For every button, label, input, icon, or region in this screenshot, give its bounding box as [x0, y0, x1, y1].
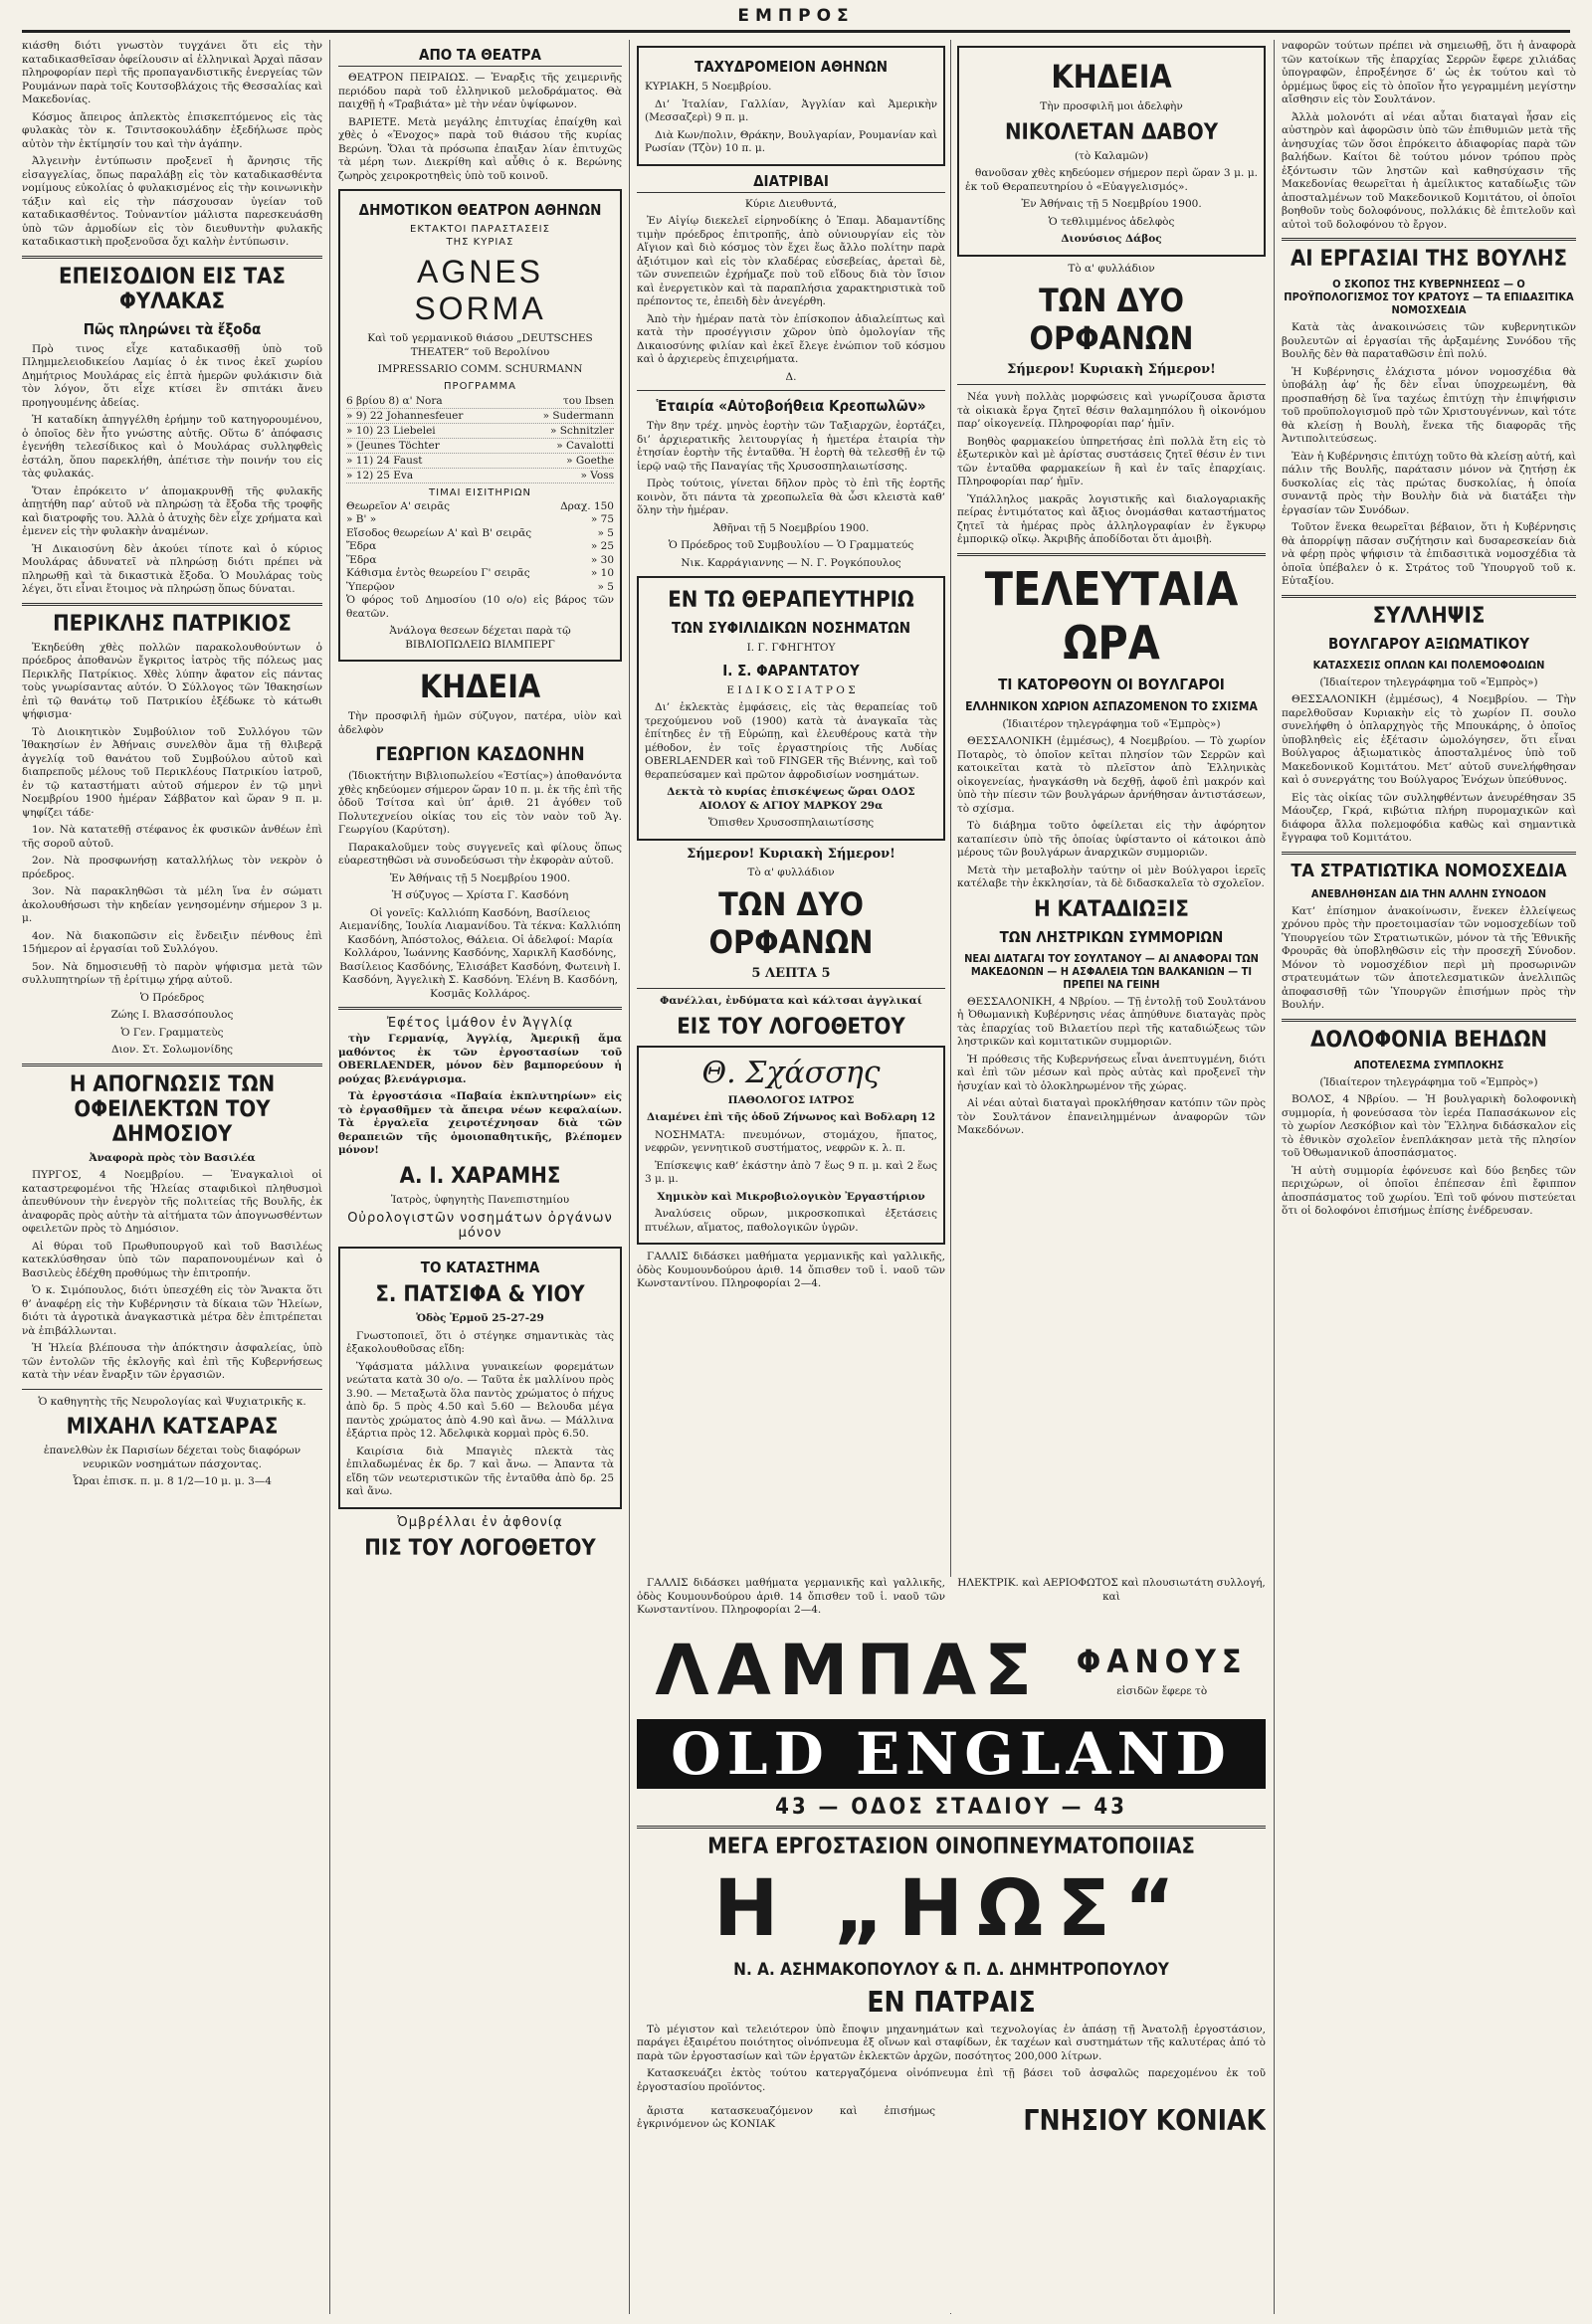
headline: ΚΗΔΕΙΑ [419, 668, 541, 705]
dateline-note: (Ἰδιαιτέρον τηλεγράφημα τοῦ «Ἐμπρὸς») [1002, 717, 1221, 730]
divider [22, 1064, 322, 1066]
subheadline: ΑΝΕΒΛΗΘΗΣΑΝ ΔΙΑ ΤΗΝ ΑΛΛΗΝ ΣΥΝΟΔΟΝ [1310, 886, 1547, 900]
divider [1282, 595, 1576, 598]
ad-text: εἰσιδῶν ἔφερε τὸ [1116, 1685, 1208, 1698]
article-text: Ἐὰν ἡ Κυβέρνησις ἐπιτύχῃ τοῦτο θὰ κλείσῃ αὐτή, καὶ πάλιν τῆς Βουλῆς, παράτασιν μόνον νὰ ζητήσῃ ἐκ δυσκολίας εἰς τὰς πρώτας δυσκολίας, ἡ ὁποία συναντᾷ πρὸς τὴν Βουλὴν διὰ νὰ διατάξει τὴν ἐργασίαν τῶν Συνόδων. [1282, 450, 1576, 516]
ad-text: Τὸ α' φυλλάδιον [1068, 262, 1155, 275]
ad-text: Σήμερον! Κυριακὴ Σήμερον! [1007, 362, 1216, 377]
ad-text: Ὁ καθηγητὴς τῆς Νευρολογίας καὶ Ψυχιατρικῆς κ. [38, 1395, 306, 1408]
article-text: Ὅταν ἐπρόκειτο ν’ ἀπομακρυνθῇ τῆς φυλακῆς ἀπῃτήθη παρ’ αὐτοῦ νὰ πληρώσῃ τὰ ἔξοδα τῆς τροφῆς καὶ διατροφῆς του. Ἀλλὰ ὁ ἀτυχὴς δὲν εἶχε χρήματα καὶ ἐμενεν εἰς τὴν φυλακὴν ἀναμένων. [22, 484, 322, 537]
headline: ΤΑ ΣΤΡΑΤΙΩΤΙΚΑ ΝΟΜΟΣΧΕΔΙΑ [1291, 860, 1567, 881]
ad-text: Τὸ α' φυλλάδιον [747, 866, 835, 878]
doctor-ad [637, 1046, 945, 1246]
programme-date: » 10) 23 Liebelei [346, 424, 436, 437]
ad-text: Ὁ φόρος τοῦ Δημοσίου (10 ο/ο) εἰς βάρος τῶν θεατῶν. [346, 594, 614, 620]
column-5 [1282, 40, 1576, 2314]
signature: Δ. [785, 370, 797, 383]
masthead-rule [22, 30, 1570, 33]
signature-title: Ὁ Πρόεδρος [139, 991, 205, 1004]
price-label: Ἕδρα [346, 553, 377, 566]
article-text: Ἡ καταδίκη ἀπηγγέλθη ἐρήμην τοῦ κατηγορουμένου, ὁ ὁποῖος δὲν ἦτο γνώστης αὐτῆς. Οὕτω δ’ ἀπόφασις ἐγενήθη τελεσίδικος καὶ ὁ Μουλάρας συλληφθεὶς ἐστάλη, ὅπου παρεκλήθη, ἀπέτισε τὴν ποινήν του εἰς τὰς φυλακάς. [22, 414, 322, 480]
ad-headline: ΤΟ ΚΑΤΑΣΤΗΜΑ [420, 1259, 540, 1276]
headline: Η ΑΠΟΓΝΩΣΙΣ ΤΩΝ ΟΦΕΙΛΕΚΤΩΝ ΤΟΥ ΔΗΜΟΣΙΟΥ [69, 1071, 276, 1147]
article-text: Αἱ θύραι τοῦ Πρωθυπουργοῦ καὶ τοῦ Βασιλέως κατεκλύσθησαν ὑπὸ τῶν παραπονουμένων καὶ ὁ Βασιλεὺς ἐδέχθη προθύμως τὴν ἐπιτροπήν. [22, 1240, 322, 1279]
article-text: Ἐν Αἰγίῳ διεκελεῖ εἰρηνοδίκης ὁ Ἐπαμ. Ἀδαμαντίδης τιμὴν πρόεδρος ἐπιτροπῆς, ἀπὸ οὐνιουργίαν εἰς τὸν Αἴγιον καὶ διὸ κόσμος τὸν ἔχει ἕως ἄλλο πολίτην παρὰ ἀξιότιμον καὶ εἰς τὸν κλαδέρας εὐσεβείας, ἀρεταὶ δὲ, τῶν συνεπειῶν ἐχρήμαζε ποὺ τοῦ εἴδους διὰ τὸν ἴσιον καὶ ἐνεργετικὸν καὶ τὰ παραπλήσια χαρακτηριστικὰ τοῦ πρέποντος τε, ἐπειδὴ δὲν ἀνεγέρθη. [637, 215, 945, 307]
programme-author: » Cavalotti [556, 439, 614, 452]
divider [637, 1826, 1266, 1829]
ad-text: Τὸ μέγιστον καὶ τελειότερον ὑπὸ ἔποψιν μηχανημάτων καὶ τεχνολογίας ἐν ἁπάσῃ τῇ Ἀνατολῇ ἐργοστάσιον, παράγει ἐξαιρέτου ποιότητος οἰνόπνευμα ἐξ οἴνων καὶ σταφίδων, ἐκ ταχέων καὶ συστημάτων τῆς καλυτέρας ἀπό τὸ παρὰ τῶν ἐργοστασίων καὶ τῶν ἐργατῶν ἐκλεκτῶν ἀρχῶν, ποσότητος 200,000 λίτρων. [637, 2023, 1266, 2062]
ad-text: Ὧραι ἐπισκ. π. μ. 8 1/2—10 μ. μ. 3—4 [72, 1475, 272, 1487]
subheadline: ΑΠΟΤΕΛΕΣΜΑ ΣΥΜΠΛΟΚΗΣ [1353, 1058, 1504, 1071]
article-text: Μετὰ τὴν μεταβολὴν ταύτην οἱ μὲν Βούλγαροι ἱερεῖς κατέλαβε τὴν ἐκκλησίαν, τὰ δὲ διδασκαλεῖα τὸ σχολεῖον. [957, 864, 1266, 889]
ad-text: Ἐπίσκεψις καθ’ ἑκάστην ἀπὸ 7 ἕως 9 π. μ. καὶ 2 ἕως 3 μ. μ. [645, 1159, 937, 1185]
article-text: Πρὸς τούτοις, γίνεται δῆλον πρὸς τὸ ἐπὶ τῆς ἑορτῆς κοινὸν, ὅτι πάντα τὰ χρεοπωλεῖα θὰ ὦσι κλειστὰ καθ’ ὅλην τὴν ἡμέραν. [637, 478, 945, 516]
subheadline: Ἀναφορὰ πρὸς τὸν Βασιλέα [89, 1151, 256, 1164]
ad-headline: ΕΝ ΤΩ ΘΕΡΑΠΕΥΤΗΡΙΩ [668, 588, 914, 613]
ad-text: IMPRESSARIO COMM. SCHURMANN [377, 363, 583, 375]
ad-text: Ἀναλύσεις οὔρων, μικροσκοπικαὶ ἐξετάσεις πτυέλων, αἵματος, παθολογικῶν ὑγρῶν. [645, 1208, 937, 1234]
ad-text: Ι. Γ. ΓΦΗΓΗΤΟΥ [746, 642, 836, 654]
article-text: Ἡ πρόθεσις τῆς Κυβερνήσεως εἶναι ἀνεπτυγμένη, διότι καὶ ἐπὶ τῶν μέσων καὶ πρὸς αὐτὰς καὶ προξενεῖ τὴν ἡσυχίαν καὶ τὸ ὁλοκληρωμένον τῆς χώρας. [957, 1053, 1266, 1092]
price-label: Θεωρεῖον Α' σειρᾶς [346, 499, 451, 512]
programme-author: του Ibsen [562, 394, 614, 407]
ad-headline: Σ. ΠΑΤΣΙΦΑ & ΥΙΟΥ [375, 1282, 585, 1307]
article-text: Ἡ Δικαιοσύνη δὲν ἀκούει τίποτε καὶ ὁ κύριος Μουλάρας ἀδυνατεῖ νὰ πληρώσῃ διότι πρέπει νὰ πληρωθῇ καὶ τὰ δικαστικὰ ἔξοδα. Ὁ Μουλάρας τοὺς λέγει, ὅτι εἶναι ἕτοιμος νὰ πληρώσῃ ὅπως δύναται. [22, 542, 322, 595]
ad-headline: ΕΙΣ ΤΟΥ ΛΟΓΟΘΕΤΟΥ [677, 1014, 905, 1040]
article-text: ΠΥΡΓΟΣ, 4 Νοεμβρίου. — Ἐναγκαλιοὶ οἱ καταστρεφομένοι τῆς Ἠλείας σταφιδικοὶ πληθυσμοὶ ἀπευθύνουν τὴν ἐνεργὸν τῆς πολιτείας τῆς Βουλῆς, ἐκ ἀναφορᾶς πρὸς αὐτὴν τὰ αἰτήματα τῶν ἀπογνωσθέντων οφειλετῶν πρὸς τὸ Δημόσιον. [22, 1169, 322, 1235]
price-row [346, 513, 614, 527]
section-heading: Ἑταιρία «Αὐτοβοήθεια Κρεοπωλῶν» [656, 397, 926, 415]
headline: ΔΟΛΟΦΟΝΙΑ ΒΕΗΔΩΝ [1310, 1027, 1547, 1053]
subheadline: Ο ΣΚΟΠΟΣ ΤΗΣ ΚΥΒΕΡΝΗΣΕΩΣ — Ο ΠΡΟΫΠΟΛΟΓΙΣΜΟΣ ΤΟΥ ΚΡΑΤΟΥΣ — ΤΑ ΕΠΙΔΑΣΙΤΙΚΑ ΝΟΜΟΣΧΕΔΙΑ [1284, 278, 1574, 316]
programme-author: » Schnitzler [549, 424, 614, 437]
price-value: » 75 [590, 513, 614, 525]
column-1 [22, 40, 322, 2314]
divider [1282, 852, 1576, 855]
programme-row [346, 424, 614, 439]
article-text: Ἀλγεινὴν ἐντύπωσιν προξενεῖ ἡ ἄρνησις τῆς εἰσαγγελίας, ὅπως παραλάβῃ εἰς τὸν καταδικασθέντα νομίμους εὐκολίας ὁ φυλακισμένος εἰς τὴν κοινωνικὴν τάξιν καὶ εἰς τὴν πάσχουσαν ὑγείαν τοῦ καταδικασθέντος. Τοὐναντίον μάλιστα παρεσκευάσθη ὑπὸ τῶν ἁρμοδίων εἰς τὸν διευθυντὴν φυλακῆς καταδικαστικὴ προξενοῦσα ὄχι καλὴν ἐντύπωσιν. [22, 155, 322, 248]
price-row [346, 581, 614, 595]
article-text: 3ον. Νὰ παρακληθῶσι τὰ μέλη ἵνα ἐν σώματι ἀκολουθήσωσι τὴν κηδείαν γενησομένην σήμερον 3 μ. μ. [22, 885, 322, 924]
subheadline: Πῶς πληρώνει τὰ ἔξοδα [83, 319, 262, 338]
ad-headline: Α. Ι. ΧΑΡΑΜΗΣ [399, 1163, 561, 1189]
article-text: 1ον. Νὰ κατατεθῇ στέφανος ἐκ φυσικῶν ἀνθέων ἐπὶ τῆς σοροῦ αὐτοῦ. [22, 824, 322, 850]
ad-text: Δι’ ἐκλεκτὰς ἐμφάσεις, εἰς τὰς θεραπείας τοῦ τρεχούμενου νοῦ (1900) κατὰ τὰ ἀναγκαῖα τὰς ἐπίτηδες ἐν τῇ Εὐρώπῃ, καὶ ἐλευθέρους κατὰ τὴν μέθοδον, ἐν τοῖς ἐργαστηρίοις τῆς Λυδίας OBERLAENDER καὶ τοῦ FINGER τῆς Βιέννης, καὶ τοῦ θεραπεύσαμεν καὶ πρῶτον ἀφροδισίων νοσημάτων. [645, 701, 937, 781]
subheadline: ΕΛΛΗΝΙΚΟΝ ΧΩΡΙΟΝ ΑΣΠΑΖΟΜΕΝΟΝ ΤΟ ΣΧΙΣΜΑ [965, 698, 1258, 713]
ad-text: Καιρίσια διὰ Μπαγιὲς πλεκτὰ τὰς ἐπιλαδωμένας ἐκ δρ. 7 καὶ ἄνω. — Ἀπαντα τὰ εἴδη τῶν νεωτεριστικῶν τῆς ἐνταῦθα ἀπὸ δρ. 25 καὶ ἄνω. [346, 1445, 614, 1497]
ad-headline: Ι. Σ. ΦΑΡΑΝΤΑΤΟΥ [722, 661, 860, 679]
article-text: Ἀπὸ τὴν ἡμέραν πατὰ τὸν ἐπίσκοπον ἀδιαλείπτως καὶ κατὰ τὴν προσέγγισιν χῶρον ὑπὸ ὁμολογίαν τῆς Δικαιοσύνης φιλίαν καὶ ἐκεῖ ἔλεγε ἐνώπιον τοῦ κόσμου καὶ ὁ ἀρχιερεὺς ἐπιχειρήματα. [637, 312, 945, 365]
section-heading: ΔΙΑΤΡΙΒΑΙ [637, 172, 945, 193]
doctor-name: Θ. Σχάσσης [701, 1055, 881, 1090]
article-text: Ἡ αὐτὴ συμμορία ἐφόνευσε καὶ δύο βεηδες τῶν περιχώρων, οἱ ὁποῖοι ἐπέπεσαν ἐπὶ ἔφιππον ἀποσπάσματος τοῦ χωρίου. Ἐπὶ τοῦ φόνου πιστεύεται ὅτι οἱ δολοφόνοι ἐπισήμως ἐπίσης ἐνέδρευσαν. [1282, 1164, 1576, 1217]
divider [957, 553, 1266, 556]
column-rule [1274, 40, 1275, 2314]
theatre-ad [338, 189, 622, 662]
divider [22, 1389, 322, 1390]
price-row [346, 527, 614, 541]
ad-text: Δεκτὰ τὸ κυρίας ἐπισκέψεως ὥραι ΟΔΟΣ ΑΙΟΛΟΥ & ΑΓΙΟΥ ΜΑΡΚΟΥ 29α [667, 786, 915, 812]
headline: ΤΙ ΚΑΤΟΡΘΟΥΝ ΟΙ ΒΟΥΛΓΑΡΟΙ [998, 675, 1225, 693]
divider [637, 390, 945, 391]
star-name: AGNES SORMA [414, 254, 546, 326]
article-text: ΒΟΛΟΣ, 4 Νβρίου. — Ἡ βουλγαρικὴ δολοφονικὴ συμμορία, ἡ φονεύσασα τὸν ἱερέα Παπασάκωνον εἰς τὸ χωρίον Λεσκόβιον καὶ τὸν Ἕλληνα διδάσκαλον εἰς τὸ ἐθνικὸν σχολεῖον ἐνεπλάκησαν μετὰ τῆς πλησίον τοῦ Ὀθωμανικοῦ ἀποσπάσματος. [1282, 1093, 1576, 1159]
ad-text: ΠΑΘΟΛΟΓΟΣ ΙΑΤΡΟΣ [727, 1093, 855, 1106]
ad-text: Καὶ τοῦ γερμανικοῦ θιάσου „DEUTSCHES THEATER“ τοῦ Βερολίνου [367, 332, 593, 358]
price-row [346, 500, 614, 514]
programme-row [346, 469, 614, 484]
article-text: 5ον. Νὰ δημοσιευθῇ τὸ παρὸν ψήφισμα μετὰ τῶν συλλυπητηρίων τῇ ἐρίτιμῳ χήρᾳ αὐτοῦ. [22, 960, 322, 986]
price-value: » 25 [590, 540, 614, 552]
article-text: Εἰς τὰς οἰκίας τῶν συλληφθέντων ἀνευρέθησαν 35 Μάουζερ, Γκρά, κιβώτια πλήρη πυρομαχικῶν καὶ διάφορα ἄλλα πολεμοφόδια καθὼς καὶ σημαντικὰ ἔγγραφα τοῦ Κομιτάτου. [1282, 791, 1576, 844]
article-text: Ἐν Ἀθήναις τῇ 5 Νοεμβρίου 1900. [389, 872, 571, 884]
article-text: 4ον. Νὰ διακοπῶσιν εἰς ἔνδειξιν πένθους ἐπὶ 15ήμερον αἱ ἐργασίαι τοῦ Συλλόγου. [22, 929, 322, 955]
article-text: Τὸ Διοικητικὸν Συμβούλιον τοῦ Συλλόγου τῶν Ἰθακησίων ἐν Ἀθήναις συνελθὸν ἄμα τῇ θλιβερᾷ ἀγγελίᾳ τοῦ θανάτου τοῦ Συμβούλου αὐτοῦ καὶ διαπρεποῦς μέλους τοῦ Περικλέους Πατρικίου ἰατροῦ, ἐν τῷ καταστήματι αὐτοῦ σήμερον ἐν τῷ μηνὶ Νοεμβρίου 1900 ἡμέραν Σάββατον καὶ ὥραν 9 π. μ. ψηφίζει τάδε· [22, 725, 322, 819]
divider [338, 1007, 622, 1010]
signature: Ὁ Πρόεδρος τοῦ Συμβουλίου — Ὁ Γραμματεύς [668, 539, 914, 551]
ad-text: τὴν Γερμανίᾳ, Ἀγγλίᾳ, Ἀμερικῇ ἅμα μαθόντος ἐκ τῶν ἐργοστασίων τοῦ OBERLAENDER, μόνον δὲν βαμπορεύουν ἡ ρούχας βλενάγρισμα. [338, 1033, 622, 1085]
programme-row [346, 394, 614, 409]
price-row [346, 554, 614, 568]
article-text: ΘΕΣΣΑΛΟΝΙΚΗ (ἐμμέσως), 4 Νοεμβρίου. — Τὸ χωρίον Ποταρὸς, τὸ ὁποῖον κεῖται πλησίον τῶν Σερρῶν καὶ κατοικεῖται κατὰ τὸ πλεῖστον ἀπὸ Ἑλληνικὰς οἰκογενείας, ἠναγκάσθη νὰ δεχθῇ, ἀφοῦ ἐπὶ μακρόν καὶ ὑπὸ τὴν πίεσιν τῶν βουλγάρων ἀρνήθησαν ἀντιστάσεων, τὸ σχίσμα. [957, 735, 1266, 815]
price-label: » Β' » [346, 513, 377, 525]
article-text: Κατὰ τὰς ἀνακοινώσεις τῶν κυβερνητικῶν βουλευτῶν αἱ ἐργασίαι τῆς ἀρξαμένης Συνόδου τῆς Βουλῆς δὲν θὰ παραταθῶσιν ἐπὶ πολύ. [1282, 321, 1576, 360]
article-text: (Ἰδιοκτήτην Βιβλιοπωλείου «Ἑστίας») ἀποθανόντα χθὲς κηδεύομεν σήμερον ὥραν 10 π. μ. ἐκ τῆς ἐπὶ τῆς ὁδοῦ Τσίτσα καὶ ὑπ’ ἀριθ. 21 ἀγόθεν τοῦ Πολυτεχνείου οἰκίας του εἰς τὸν ναὸν τοῦ Ἁγ. Γεωργίου (Καρύτση). [338, 770, 622, 836]
ad-text: Σήμερον! Κυριακὴ Σήμερον! [687, 846, 896, 862]
headline: ΤΕΛΕΥΤΑΙΑ ΩΡΑ [984, 561, 1239, 670]
article-text: Ἀλλὰ μολονότι αἱ νέαι αὗται διαταγαὶ ἦσαν εἰς αὐστηρὸν καὶ ἀφορῶσιν ὑπὸ τῶν ἐπιθυμιῶν μετὰ τῆς ἀνησυχίας τῶν ὅσοι ἐπρόκειτο ἀδιαφορίας παρὰ τῶν βαλήδων. Καίτοι δὲ τούτου μόνον τρόπου πρὸς ἐξόντωσιν τῶν ληστῶν καὶ καθησύχασιν τῆς Μακεδονίας θεωρεῖται ἡ ἀμείλικτος καταδίωξις τῶν ἀποσταλμένων τοῦ Μακεδονικοῦ Κομιτάτου, οἱ ὁποῖοι βοηθοῦν τοὺς δολοφόνους, πολλάκις δὲ ἐπιτελοῦν καὶ αὐτοὶ τοῦ δολοφόνου τὸ ἔργον. [1282, 110, 1576, 231]
ad-headline: ΤΩΝ ΣΥΦΙΛΙΔΙΚΩΝ ΝΟΣΗΜΑΤΩΝ [671, 619, 911, 637]
programme-list [346, 394, 614, 484]
column-rule [329, 40, 330, 2314]
section-heading: ΑΠΟ ΤΑ ΘΕΑΤΡΑ [338, 46, 622, 67]
ad-headline: ΤΩΝ ΔΥΟ ΟΡΦΑΝΩΝ [1029, 282, 1194, 357]
subheadline: ΝΕΑΙ ΔΙΑΤΑΓΑΙ ΤΟΥ ΣΟΥΛΤΑΝΟΥ — ΑΙ ΑΝΑΦΟΡΑΙ ΤΩΝ ΜΑΚΕΔΟΝΩΝ — Η ΑΣΦΑΛΕΙΑ ΤΩΝ ΒΑΛΚΑΝΙΩΝ — ΤΙ ΠΡΕΠΕΙ ΝΑ ΓΕΙΝΗ [964, 951, 1259, 991]
article-text: Ἡ Κυβέρνησις ἐλάχιστα μόνον νομοσχέδια θὰ ὑποβάλῃ ἀφ’ ἧς δὲν εἶναι ὑποχρεωμένη, θὰ προσπαθήσῃ δὲ ἵνα ταχέως ἐπιτύχῃ τὴν ἐπιψήφισιν τοῦ προϋπολογισμοῦ πρὸ τῶν Χριστουγέννων, καὶ τότε θὰ κλείσῃ ἡ Βουλὴ, ἕνεκα τῆς διαφορᾶς τῆς Ἀντιπολιτεύσεως. [1282, 365, 1576, 445]
dateline-note: (Ἰδιαίτερον τηλεγράφημα τοῦ «Ἐμπρὸς») [1319, 676, 1538, 688]
programme-row [346, 409, 614, 424]
classified-ad: Νέα γυνὴ πολλὰς μορφώσεις καὶ γνωρίζουσα ἄριστα τὰ οἰκιακὰ ἔργα ζητεῖ θέσιν θαλαμηπόλου ἢ οἰκονόμου παρ’ οἰκογενείᾳ. Πληροφορίαι παρ’ ἡμῖν. [957, 391, 1266, 430]
ad-text: Ε Ι Δ Ι Κ Ο Σ Ι Α Τ Ρ Ο Σ [726, 683, 856, 696]
ad-headline: ΦΑΝΟΥΣ [1076, 1643, 1248, 1681]
signature-title: Ὁ Γεν. Γραμματεὺς [120, 1026, 224, 1039]
article-text: Ἡ Ἠλεία βλέπουσα τὴν ἀπόκτησιν ἀσφαλείας, ὑπὸ τῶν ἐντολῶν τῆς ἐκλογῆς καὶ ἐπὶ τῆς Κυβερνήσεως κατὰ τὴν νέαν ἔναρξιν τῶν ἐργασιῶν. [22, 1342, 322, 1381]
divider [1282, 238, 1576, 241]
programme-author: » Voss [580, 469, 614, 482]
programme-date: 6 βρίου 8) α' Nora [346, 394, 443, 407]
funeral-notice [957, 46, 1266, 257]
ad-caption: Οὐρολογιστῶν νοσημάτων ὀργάνων μόνον [347, 1211, 613, 1241]
headline: ΚΗΔΕΙΑ [1051, 58, 1172, 96]
article-text: κιάσθη διότι γνωστὸν τυγχάνει ὅτι εἰς τὴν καταδικασθεῖσαν ὀφείλουσιν αἱ ἑλληνικαὶ Ἀρχαὶ πᾶσαν πληροφορίαν περὶ τῆς προπαγανδιστικῆς ἐνεργείας τῶν Ρουμάνων παρὰ τοῖς Κουτσοβλάχοις τῆς Θεσσαλίας καὶ Μακεδονίας. [22, 40, 322, 105]
article-text: Αἱ νέαι αὐταὶ διαταγαὶ προκλήθησαν κατόπιν τῶν πρὸς τὸν Σουλτάνον ἐπανειλημμένων ἀναφορῶν τῶν Μακεδόνων. [957, 1097, 1266, 1136]
divider [957, 384, 1266, 385]
ad-headline: ΛΑΜΠΑΣ [655, 1629, 1040, 1711]
ad-caption: ΤΗΣ ΚΥΡΙΑΣ [446, 237, 514, 248]
article-text: Ἐκηδεύθη χθὲς πολλῶν παρακολουθούντων ὁ πρόεδρος ἀποθανὼν ἔγκριτος ἰατρὸς τῆς πόλεως μας Περικλῆς Πατρίκιος. Χθὲς λύπην ἄφατον εἰς πάντας τοὺς γνωρίσαντας αὐτόν. Ὁ Σύλλογος τῶν Ἰθακησίων ἐπὶ τῷ θανάτῳ τοῦ Πατρικίου ἐξέδωκε τὸ κάτωθι ψήφισμα· [22, 641, 322, 720]
signature-name: Ζώης Ι. Βλασσόπουλος [110, 1009, 234, 1021]
price-label: Ὑπερῷον [346, 580, 395, 593]
ad-caption: ΠΡΟΓΡΑΜΜΑ [444, 380, 516, 392]
divider [22, 256, 322, 259]
ad-headline: Ν. Α. ΑΣΗΜΑΚΟΠΟΥΛΟΥ & Π. Δ. ΔΗΜΗΤΡΟΠΟΥΛΟΥ [733, 1959, 1169, 1980]
article-text: Διὰ Κων/πολιν, Θράκην, Βουλγαρίαν, Ρουμανίαν καὶ Ρωσίαν (Τζὸν) 10 π. μ. [645, 128, 937, 154]
ad-address: 43 — ΟΔΟΣ ΣΤΑΔΙΟΥ — 43 [775, 1794, 1127, 1820]
signature: Ἡ σύζυγος — Χρίστα Γ. Κασδόνη [391, 889, 569, 901]
programme-row [346, 439, 614, 454]
ad-text: Κατασκευάζει ἐκτὸς τούτου κατεργαζόμενα οἰνόπνευμα ἐπὶ τῇ βάσει τοῦ ἀσφαλῶς παρεχομένου ἐκ τοῦ ἐργοστασίου προϊόντος. [637, 2067, 1266, 2093]
price-value: » 30 [590, 553, 614, 566]
ad-headline: Η „ΗΩΣ“ [713, 1863, 1189, 1954]
article-text: Ἀθῆναι τῇ 5 Νοεμβρίου 1900. [712, 521, 870, 534]
ad-headline: ΓΝΗΣΙΟΥ ΚΟΝΙΑΚ [1023, 2104, 1266, 2137]
deceased-name: ΝΙΚΟΛΕΤΑΝ ΔΑΒΟΥ [1004, 119, 1219, 145]
headline: ΕΠΕΙΣΟΔΙΟΝ ΕΙΣ ΤΑΣ ΦΥΛΑΚΑΣ [59, 264, 286, 314]
deceased-name: ΓΕΩΡΓΙΟΝ ΚΑΣΔΟΝΗΝ [375, 743, 585, 765]
classified-ad: Βοηθὸς φαρμακείου ὑπηρετήσας ἐπὶ πολλὰ ἔτη εἰς τὸ ἐξωτερικὸν καὶ μὲ ἀρίστας συστάσεις ζητεῖ θέσιν ἐν τινι τῶν ἐνταῦθα φαρμακείων ἢ καὶ ἐν ταῖς ἐπαρχίαις. Πληροφορίαι παρ’ ἡμῖν. [957, 435, 1266, 487]
ad-text: Γνωστοποιεῖ, ὅτι ὁ στέγηκε σημαντικὰς τὰς ἑξακολουθοῦσας εἴδη: [346, 1329, 614, 1355]
price-value: » 10 [590, 567, 614, 579]
signature: Νικ. Καρράγιαννης — Ν. Γ. Ρογκόπουλος [681, 556, 901, 569]
ad-text: 5 ΛΕΠΤΑ 5 [751, 966, 831, 981]
ad-text: Ὄπισθεν Χρυσοσπηλαιωτίσσης [707, 817, 875, 829]
ad-headline: ΔΗΜΟΤΙΚΟΝ ΘΕΑΤΡΟΝ ΑΘΗΝΩΝ [358, 201, 602, 219]
programme-row [346, 454, 614, 469]
article-text: (τὸ Καλαμῶν) [1074, 149, 1149, 162]
ad-caption: ΕΚΤΑΚΤΟΙ ΠΑΡΑΣΤΑΣΕΙΣ [410, 224, 550, 235]
programme-author: » Goethe [566, 454, 614, 467]
subheadline: ΚΑΤΑΣΧΕΣΙΣ ΟΠΛΩΝ ΚΑΙ ΠΟΛΕΜΟΦΟΔΙΩΝ [1312, 658, 1545, 672]
divider [637, 988, 945, 989]
clinic-ad [637, 576, 945, 841]
price-row [346, 567, 614, 581]
store-ad [338, 1247, 622, 1509]
article-text: Ἐν Ἀθήναις τῇ 5 Νοεμβρίου 1900. [1021, 198, 1202, 210]
price-value: » 5 [597, 580, 614, 593]
article-text: θανοῦσαν χθὲς κηδεύομεν σήμερον περὶ ὥραν 3 μ. μ. ἐκ τοῦ Θεραπευτηρίου ὁ «Εὐαγγελισμός». [965, 167, 1258, 193]
article-text: Δι’ Ἰταλίαν, Γαλλίαν, Ἀγγλίαν καὶ Ἀμερικὴν (Μεσσαζερὶ) 9 π. μ. [645, 97, 937, 123]
article-text: Τοῦτον ἕνεκα θεωρεῖται βέβαιον, ὅτι ἡ Κυβέρνησις θὰ ἀπορρίψῃ πᾶσαν συζήτησιν καὶ δυσαρεσκείαν διὰ νὰ φέρῃ πρὸς ψήφισιν τὰ ἐπιδασιτικὰ νομοσχέδια τὰ ὁποῖα ὑπέβαλεν ὁ κ. Στράτος τοῦ Ὑπουργοῦ τοῦ κ. Εὐταξίου. [1282, 521, 1576, 587]
ad-text: ΗΛΕΚΤΡΙΚ. καὶ ΑΕΡΙΟΦΩΤΟΣ καὶ πλουσιωτάτη συλλογή, καὶ [957, 1577, 1266, 1603]
dateline-note: (Ἰδιαίτερον τηλεγράφημα τοῦ «Ἐμπρὸς») [1319, 1075, 1538, 1088]
ad-text: ἄριστα κατασκευαζόμενον καὶ ἐπισήμως ἐγκρινόμενον ὡς ΚΟΝΙΑΚ [637, 2104, 935, 2130]
headline: ΤΩΝ ΛΗΣΤΡΙΚΩΝ ΣΥΜΜΟΡΙΩΝ [999, 927, 1224, 946]
section-heading: ΤΑΧΥΔΡΟΜΕΙΟΝ ΑΘΗΝΩΝ [694, 58, 889, 76]
article-text: Κατ’ ἐπίσημον ἀνακοίνωσιν, ἕνεκεν ἐλλείψεως χρόνου πρὸς τὴν προετοιμασίαν τῶν νομοσχεδίων τοῦ Ὑπουργείου τῶν Στρατιωτικῶν, μόνον τὰ τῆς Ἐθνικῆς Φρουρᾶς θὰ ὑποβληθῶσιν εἰς τὴν προσεχῆ Σύνοδον. Μόνον τὸ νομοσχέδιον περὶ μὴ προσωρινῶν στρατευμάτων τῶν ἀποτελεσματικῶν ἀνελλιπῶς ἀποφασισθῇ τῶν Ὑπουργῶν ἐπισήμων πρὸς τὴν Βουλήν. [1282, 904, 1576, 1011]
ad-headline: ΠΙΣ ΤΟΥ ΛΟΓΟΘΕΤΟΥ [364, 1535, 596, 1561]
article-text: ΘΕΣΣΑΛΟΝΙΚΗ, 4 Νβρίου. — Τῇ ἐντολῇ τοῦ Σουλτάνου ἡ Ὀθωμανικὴ Κυβέρνησις νέας ἀπηύθυνε διαταγὰς πρὸς τὰς ἐπαρχίας τοῦ Βιλαετίου περὶ τῆς καταδιώξεως τῶν ληστρικῶν καὶ κομιτατικῶν συμμοριῶν. [957, 995, 1266, 1048]
article-text: Τὴν 8ην τρέχ. μηνὸς ἑορτὴν τῶν Ταξιαρχῶν, ἑορτάζει, δι’ ἀρχιερατικῆς λειτουργίας ἡ ἡμετέρα ἑταιρία τὴν ἐτησίαν ἑορτὴν τῆς ἐνταῦθα. Ἡ ἑορτὴ θὰ τελεσθῇ ἐν τῷ ἱερῷ ναῷ τῆς Παναγίας τῆς Χρυσοσπηλαιωτίσσης. [637, 420, 945, 473]
programme-date: » 11) 24 Faust [346, 454, 423, 467]
price-label: Ἔδρα [346, 540, 377, 552]
ad-text: Τὰ ἐργοστάσια «Παβαία ἐκπλυτηρίων» εἰς τὸ ἐργασθῆμεν τὰ ἄπειρα νέων κεφαλαίων. Τὰ ἐργαλεῖα χειροτέχνησαν διὰ τῶν θεραπειῶν τῆς ὁμοιοπαθητικῆς, βλέπομεν μόνον! [338, 1090, 622, 1156]
ad-text: ΓΑΛΛΙΣ διδάσκει μαθήματα γερμανικῆς καὶ γαλλικῆς, ὁδὸς Κουμουνδούρου ἀριθ. 14 ὄπισθεν τοῦ ἱ. ναοῦ τῶν Κωνσταντίνου. Πληροφορίαι 2—4. [637, 1577, 945, 1616]
signature: Ὁ τεθλιμμένος ἀδελφὸς [1048, 215, 1175, 228]
ad-text: Φανέλλαι, ἐνδύματα καὶ κάλτσαι ἀγγλικαί [660, 995, 922, 1007]
ad-caption: Ὀμβρέλλαι ἐν ἀφθονίᾳ [397, 1514, 563, 1530]
programme-date: » 9) 22 Johannesfeuer [346, 409, 464, 422]
headline: ΠΕΡΙΚΛΗΣ ΠΑΤΡΙΚΙΟΣ [53, 611, 292, 637]
family-list: Οἱ γονεῖς: Καλλιόπη Κασδόνη, Βασίλειος Αιεμανίδης, Ἰουλία Λιαμανίδου. Τὰ τέκνα: Καλλιόπη Κασδόνη, Ἀπόστολος, Θάλεια. Οἱ ἀδελφοί: Μαρία Κολλάρου, Ἰωάννης Κασδόνης, Χαρικλῆ Κασδόνης, Βασίλειος Κασδόνης, Ἐλισάβετ Κασδόνη, Φωτεινὴ Ι. Κασδόνη, Ἀγγελικὴ Σ. Κασδόνη. Ἑλένη Β. Κασδόνη, Κοσμᾶς Κολλάρος. [339, 906, 621, 1000]
article-text: Τὴν προσφιλῆ μοι ἀδελφὴν [1040, 100, 1183, 112]
ad-text: Ὁδὸς Ἑρμοῦ 25-27-29 [416, 1312, 544, 1324]
signature: Διονύσιος Δάβος [1061, 233, 1162, 245]
ad-text: Ἀνάλογα θεσεων δέχεται παρὰ τῷ ΒΙΒΛΙΟΠΩΛΕΙΩ ΒΙΛΜΠΕΡΓ [389, 625, 571, 651]
price-value: » 5 [597, 526, 614, 539]
programme-date: » (Jeunes Töchter [346, 439, 440, 452]
article-text: Πρὸ τινος εἶχε καταδικασθῇ ὑπὸ τοῦ Πλημμελειοδικείου Λαμίας ὁ ἐκ τινος ἐκεῖ χωρίου Δημήτριος Μουλάρας εἰς ἑπτὰ ἡμερῶν φυλάκισιν διὰ τὸν λόγον, ὅτι εἶχε κτίσει ἓν σπιτάκι ἄνευ προηγουμένης ἀδείας. [22, 342, 322, 409]
headline: Η ΚΑΤΑΔΙΩΞΙΣ [1034, 896, 1189, 922]
classified-ad: Ὑπάλληλος μακρᾶς λογιστικῆς καὶ διαλογαριακῆς πείρας ἐντιμότατος καὶ ἄξιος ὀνομάσθαι καταστήματος ζητεῖ τὰ ἡμέρας πρὸς ἀλληλογραφίαν ἐν ἔγκυρῳ ἐμπορικῷ οἴκῳ. Ἀκριβῆς ἀποδίδοται ὅτι ἀμοιβὴ. [957, 492, 1266, 545]
ad-text: Διαμένει ἐπὶ τῆς ὁδοῦ Ζήνωνος καὶ Βοδλαρη 12 [646, 1111, 936, 1123]
article-text: Ὁ κ. Σιμόπουλος, διότι ὑπεσχέθη εἰς τὸν Ἄνακτα ὅτι θ’ ἀναφέρῃ εἰς τὴν Κυβέρνησιν τὰ δίκαια τῶν Ἠλείων, διότι τὰ ἀγροτικὰ ἀναγκαστικὰ μέτρα δὲν ἐπιτρέπεται νὰ ἐπιβάλλωνται. [22, 1284, 322, 1337]
article-text: Παρακαλοῦμεν τοὺς συγγενεῖς καὶ φίλους ὅπως εὐαρεστηθῶσι νὰ συνοδεύσωσι τὴν ἐκφορὰν αὐτοῦ. [338, 841, 622, 867]
divider [22, 603, 322, 606]
ad-text: Ἰατρὸς, ὑφηγητὴς Πανεπιστημίου [390, 1193, 570, 1206]
article-text: ναφορῶν τούτων πρέπει νὰ σημειωθῇ, ὅτι ἡ ἀναφορὰ τῶν κατοίκων τῆς ἐπαρχίας Σερρῶν ἔφερε χιλιάδας ὑπογραφῶν, ἐπροξένησε δ’ ὡς ἐκ τούτου καὶ τὸ ὁρμέμως ὕφος εἰς τὸ ὁποῖον ἦτο γεγραμμένη μεγίστην αἴσθησιν εἰς τὸν Σουλτάνον. [1282, 40, 1576, 105]
wide-advertisement [637, 1577, 1266, 2313]
signature-name: Διον. Στ. Σολωμονίδης [110, 1044, 234, 1056]
price-value: Δραχ. 150 [560, 499, 614, 512]
price-label: Κάθισμα ἐντὸς θεωρείου Γ' σειρᾶς [346, 567, 530, 579]
ad-caption: Ἐφέτος ἱμάθον ἐν Ἀγγλίᾳ [386, 1016, 574, 1031]
salutation: Κύριε Διευθυντά, [744, 197, 838, 210]
headline: ΒΟΥΛΓΑΡΟΥ ΑΞΙΩΜΑΤΙΚΟΥ [1327, 634, 1530, 653]
article-text: ΚΥΡΙΑΚΗ, 5 Νοεμβρίου. [645, 81, 772, 93]
article-text: ΘΕΑΤΡΟΝ ΠΕΙΡΑΙΩΣ. — Ἐναρξις τῆς χειμερινῆς περιόδου παρὰ τοῦ ἑλληνικοῦ μελοδράματος. Θὰ παιχθῇ ἡ «Τραβιάτα» μὲ τὴν νέαν ὑψίφωνον. [338, 72, 622, 110]
price-row [346, 540, 614, 554]
ad-headline: ΤΩΝ ΔΥΟ ΟΡΦΑΝΩΝ [708, 885, 874, 961]
article-text: Κόσμος ἄπειρος ἀπλεκτὸς ἐπισκεπτόμενος εἰς τὰς φυλακὰς τὸν κ. Τσιντσοκουλάδην ἐξεδήλωσε πρὸς αὐτὸν τὴν ἐκτίμησίν του καὶ τὴν ἀγάπην. [22, 110, 322, 150]
ad-headline: ΜΕΓΑ ΕΡΓΟΣΤΑΣΙΟΝ ΟΙΝΟΠΝΕΥΜΑΤΟΠΟΙΙΑΣ [707, 1834, 1195, 1859]
ad-headline: ΜΙΧΑΗΛ ΚΑΤΣΑΡΑΣ [66, 1415, 279, 1440]
ad-text: ΓΑΛΛΙΣ διδάσκει μαθήματα γερμανικῆς καὶ γαλλικῆς, ὁδὸς Κουμουνδούρου ἀριθ. 14 ὄπισθεν τοῦ ἱ. ναοῦ τῶν Κωνσταντίνου. Πληροφορίαι 2—4. [637, 1251, 945, 1289]
article-text: ΒΑΡΙΕΤΕ. Μετὰ μεγάλης ἐπιτυχίας ἐπαίχθη καὶ χθὲς ὁ «Ἐνοχος» παρὰ τοῦ θιάσου τῆς κυρίας Βερώνη. Ὅλαι τὰ πρόσωπα ἐπαιξαν λίαν ἐπιτυχῶς τὰ μέρη των. Διεκρίθη καὶ αὖθις ὁ κ. Βερώνης ζωηρὸς χειροκροτηθεὶς ὑπὸ τοῦ κοινοῦ. [338, 115, 622, 182]
column-2 [338, 40, 622, 2314]
divider [1282, 1019, 1576, 1022]
programme-date: » 12) 25 Eva [346, 469, 414, 482]
article-text: 2ον. Νὰ προσφωνήσῃ καταλλήλως τὸν νεκρὸν ὁ πρόεδρος. [22, 855, 322, 880]
headline: ΑΙ ΕΡΓΑΣΙΑΙ ΤΗΣ ΒΟΥΛΗΣ [1290, 247, 1568, 272]
ad-text: ΝΟΣΗΜΑΤΑ: πνευμόνων, στομάχου, ἥπατος, νεφρῶν, γεννητικοῦ συστήματος, νεφρῶν κ. λ. π. [645, 1128, 937, 1154]
old-england-banner: OLD ENGLAND [637, 1719, 1266, 1789]
ad-text: Χημικὸν καὶ Μικροβιολογικὸν Ἐργαστήριον [657, 1190, 925, 1203]
ad-caption: ΤΙΜΑΙ ΕΙΣΙΤΗΡΙΩΝ [429, 486, 531, 498]
column-rule [629, 40, 630, 2314]
ad-text: ἐπανελθὼν ἐκ Παρισίων δέχεται τοὺς διαφόρων νευρικῶν νοσημάτων πάσχοντας. [43, 1445, 301, 1470]
post-office-box [637, 46, 945, 166]
headline: ΣΥΛΛΗΨΙΣ [1372, 603, 1486, 629]
price-label: Εἴσοδος θεωρείων Α' καὶ Β' σειρᾶς [346, 526, 532, 539]
ad-text: Ὑφάσματα μάλλινα γυναικείων φορεμάτων νεώτατα κατὰ 30 ο/ο. — Ταῦτα ἐκ μαλλίνου πρὸς 3.90. — Μεταξωτὰ ὅλα παντὸς χρώματος ὁ πήχυς ἀπὸ δρ. 5 πρὸς 4.50 καὶ 5.60 — Βελουδα μέγα παντὸς χρώματος ἀπὸ 4.90 καὶ ἄνω. — Μάλλινα ἐξάρτια πρὸς 12. Ἀδελφικὰ κορμαὶ πρὸς 6.50. [346, 1360, 614, 1440]
masthead: ΕΜΠΡΟΣ [737, 6, 855, 26]
ad-headline: ΕΝ ΠΑΤΡΑΙΣ [867, 1985, 1036, 2019]
article-text: Τὴν προσφιλῆ ἡμῶν σύζυγον, πατέρα, υἱὸν καὶ ἀδελφὸν [338, 710, 622, 736]
article-text: Τὸ διάβημα τοῦτο ὀφείλεται εἰς τὴν ἀφόρητον καταπίεσιν ὑπὸ τῆς ὁποίας ὑφίσταντο οἱ κάτοικοι ἀπὸ μέρους τῶν βουλγάρων ἀναρχικῶν συμμοριῶν. [957, 820, 1266, 859]
programme-author: » Sudermann [542, 409, 614, 422]
article-text: ΘΕΣΣΑΛΟΝΙΚΗ (ἐμμέσως), 4 Νοεμβρίου. — Τὴν παρελθοῦσαν Κυριακὴν εἰς τὸ χωρίον Π. σουλο συνελήφθη ὁ ὁπλαρχηγὸς τῆς Μπουκάρης, ὁ ὁποῖος ὑποβληθεὶς εἰς ἐξέτασιν ὡμολόγησεν, ὅτι εἶναι Βούλγαρος ἀξιωματικὸς ἀποσταλμένος ὑπὸ τοῦ Μακεδονικοῦ Κομιτάτου. Μετ’ αὐτοῦ συνελήφθησαν καὶ ὁ συνεργάτης του Βούλγαρος Ἐνόχων ὑπεύθυνος. [1282, 693, 1576, 786]
